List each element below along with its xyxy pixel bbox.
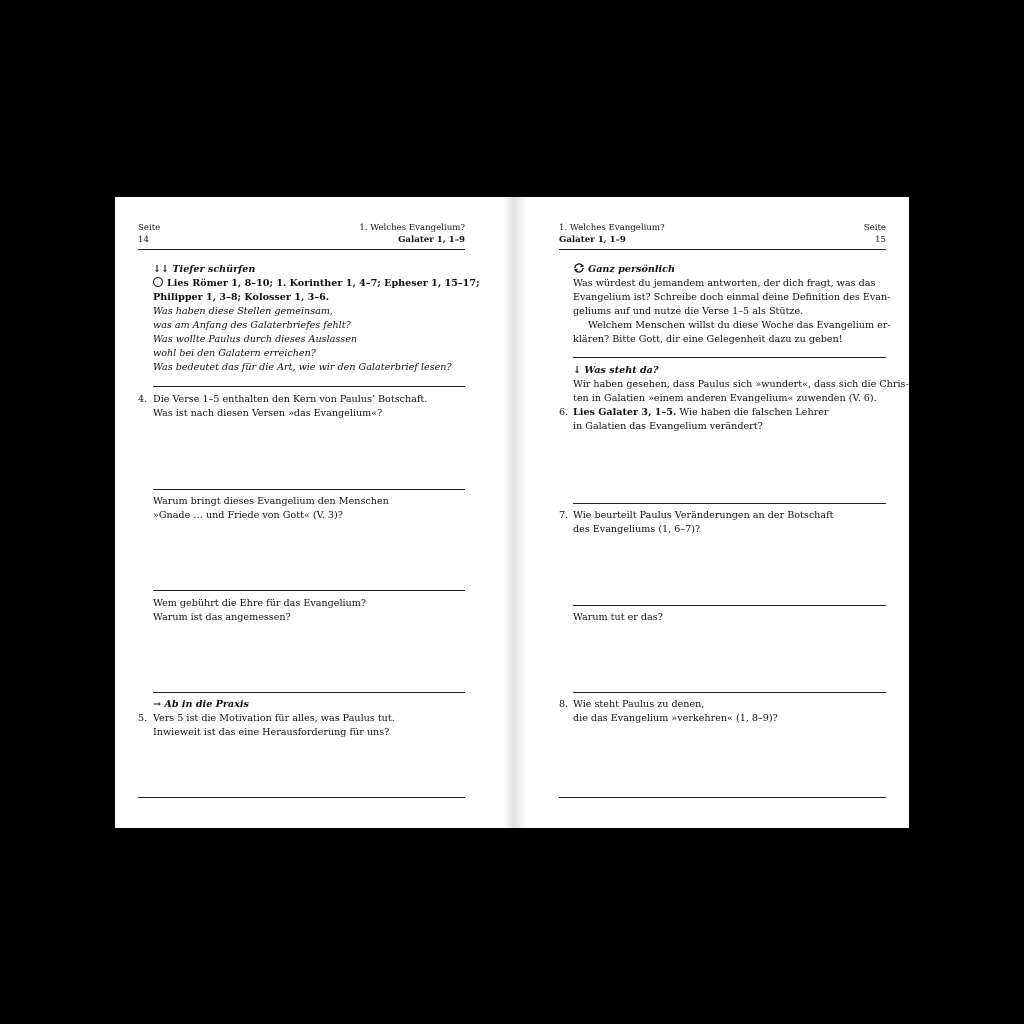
question-text: Warum ist das angemessen? xyxy=(153,612,291,623)
question-text-rest: Wie haben die falschen Lehrer xyxy=(676,407,829,418)
section-heading-praxis xyxy=(153,698,249,712)
body-text: ten in Galatien »einem anderen Evangelium« zuwenden (V. 6). xyxy=(573,393,877,404)
answer-line[interactable] xyxy=(573,605,886,606)
question-number: 5. xyxy=(138,713,148,724)
chapter-title: 1. Welches Evangelium? xyxy=(559,223,665,233)
reading-line xyxy=(153,277,480,291)
circle-checkbox-icon xyxy=(153,277,163,287)
question-text: des Evangeliums (1, 6–7)? xyxy=(573,524,701,535)
answer-line[interactable] xyxy=(573,503,886,504)
page-label: Seite xyxy=(863,223,886,233)
answer-line[interactable] xyxy=(138,797,465,798)
body-text: klären? Bitte Gott, dir eine Gelegenheit dazu zu geben! xyxy=(573,334,843,345)
question-line: was am Anfang des Galaterbriefes fehlt? xyxy=(153,320,351,331)
question-text: die das Evangelium »verkehren« (1, 8–9)? xyxy=(573,713,778,724)
question-text: »Gnade … und Friede von Gott« (V. 3)? xyxy=(153,510,343,521)
double-down-arrow-icon: ↓↓ xyxy=(153,264,170,275)
section-title: Ab in die Praxis xyxy=(164,699,249,710)
body-text: Welchem Menschen willst du diese Woche das Evangelium er- xyxy=(588,320,891,331)
right-page xyxy=(513,197,909,828)
scripture-reference: Galater 1, 1–9 xyxy=(559,234,626,245)
question-number: 4. xyxy=(138,394,148,405)
answer-line[interactable] xyxy=(153,590,465,591)
question-text: Wie beurteilt Paulus Veränderungen an der Botschaft xyxy=(573,510,834,521)
page-number: 14 xyxy=(138,234,149,245)
section-heading-ganz-persoenlich xyxy=(573,263,675,277)
body-text: Wir haben gesehen, dass Paulus sich »wundert«, dass sich die Chris- xyxy=(573,379,909,390)
section-rule xyxy=(153,386,465,387)
down-arrow-icon: ↓ xyxy=(573,365,582,376)
question-line: wohl bei den Galatern erreichen? xyxy=(153,348,316,359)
header-rule xyxy=(559,249,886,250)
answer-line[interactable] xyxy=(153,692,465,693)
section-title: Tiefer schürfen xyxy=(172,264,256,275)
question-text: Wem gebührt die Ehre für das Evangelium? xyxy=(153,598,367,609)
left-page xyxy=(115,197,513,828)
question-text: Die Verse 1–5 enthalten den Kern von Paulus’ Botschaft. xyxy=(153,394,428,405)
question-number: 8. xyxy=(559,699,569,710)
question-text: Vers 5 ist die Motivation für alles, was Paulus tut. xyxy=(153,713,395,724)
question-text: Inwieweit ist das eine Herausforderung für uns? xyxy=(153,727,390,738)
page-label: Seite xyxy=(138,223,161,233)
question-line: Was bedeutet das für die Art, wie wir den Galaterbrief lesen? xyxy=(153,362,452,373)
question-line: Was wollte Paulus durch dieses Auslassen xyxy=(153,334,358,345)
reading-text: Lies Römer 1, 8–10; 1. Korinther 1, 4–7; Epheser 1, 15–17; xyxy=(167,278,480,289)
section-title: Was steht da? xyxy=(584,365,659,376)
body-text: Was würdest du jemandem antworten, der dich fragt, was das xyxy=(573,278,876,289)
reading-reference: Lies Galater 3, 1–5. xyxy=(573,407,677,418)
answer-line[interactable] xyxy=(153,489,465,490)
cycle-arrows-icon xyxy=(573,263,585,277)
page-number: 15 xyxy=(875,234,886,245)
question-text: Warum bringt dieses Evangelium den Menschen xyxy=(153,496,389,507)
answer-line[interactable] xyxy=(573,692,886,693)
section-heading-tiefer-schuerfen xyxy=(153,263,255,277)
section-title: Ganz persönlich xyxy=(588,264,675,275)
header-rule xyxy=(138,249,465,250)
scripture-reference: Galater 1, 1–9 xyxy=(398,234,465,245)
question-line: Was haben diese Stellen gemeinsam, xyxy=(153,306,333,317)
question-text: Wie steht Paulus zu denen, xyxy=(573,699,705,710)
body-text: Evangelium ist? Schreibe doch einmal deine Definition des Evan- xyxy=(573,292,891,303)
section-rule xyxy=(573,357,886,358)
question-text xyxy=(573,406,829,420)
question-text: Was ist nach diesen Versen »das Evangelium«? xyxy=(153,408,383,419)
question-number: 7. xyxy=(559,510,569,521)
right-arrow-icon: → xyxy=(153,699,162,710)
question-text: Warum tut er das? xyxy=(573,612,663,623)
question-text: in Galatien das Evangelium verändert? xyxy=(573,421,763,432)
chapter-title: 1. Welches Evangelium? xyxy=(359,223,465,233)
answer-line[interactable] xyxy=(559,797,886,798)
section-heading-was-steht-da xyxy=(573,364,659,378)
body-text: geliums auf und nutze die Verse 1–5 als Stütze. xyxy=(573,306,804,317)
reading-line-2: Philipper 1, 3–8; Kolosser 1, 3–6. xyxy=(153,292,330,303)
question-number: 6. xyxy=(559,407,569,418)
